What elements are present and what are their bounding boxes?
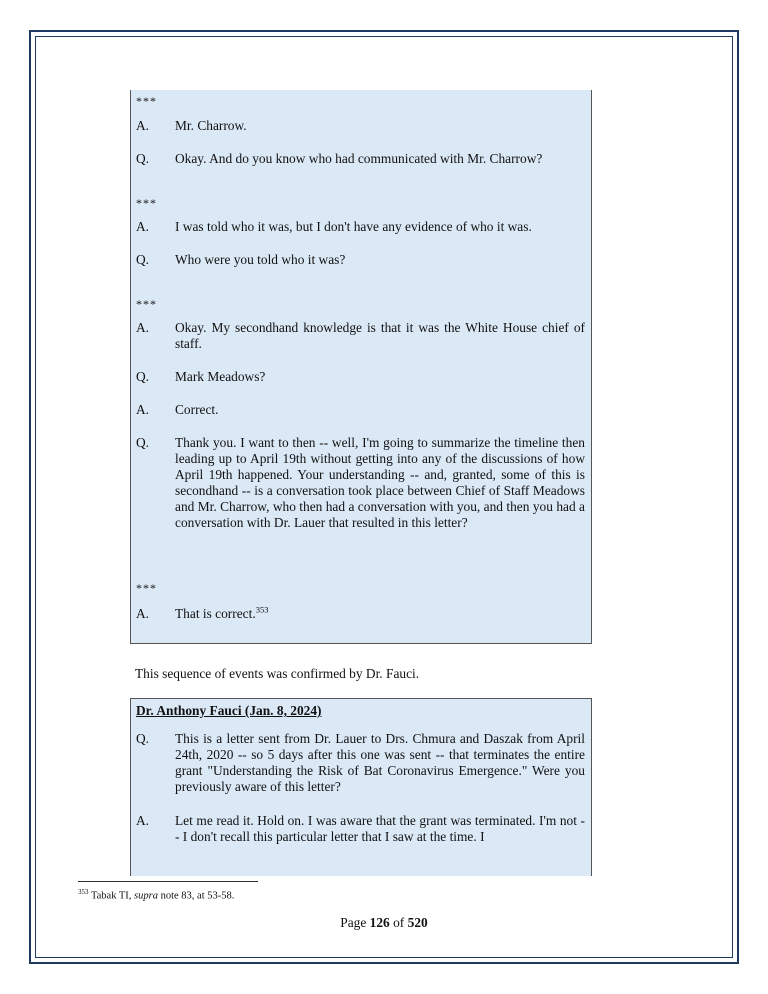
separator: *** — [136, 94, 157, 108]
qa-text: Okay. My secondhand knowledge is that it was the White House chief of staff. — [175, 320, 585, 351]
qa-label: Q. — [136, 435, 150, 450]
page-current: 126 — [369, 915, 390, 930]
qa-label: Q. — [136, 369, 150, 384]
footnote — [78, 888, 234, 902]
footnote-number: 353 — [78, 888, 89, 896]
qa-text: Let me read it. Hold on. I was aware that the grant was terminated. I'm not -- I don't recall this particular letter that I saw at the time. I — [175, 813, 585, 844]
footnote-ref[interactable]: 353 — [255, 604, 269, 615]
qa-label: A. — [136, 219, 150, 234]
qa-label: A. — [136, 606, 150, 621]
page-of: of — [393, 915, 405, 930]
page-word: Page — [340, 915, 367, 930]
separator: *** — [136, 581, 157, 595]
footnote-text-italic: supra — [134, 890, 158, 902]
qa-label: A. — [136, 813, 150, 828]
footnote-rule — [78, 881, 258, 882]
qa-text: Who were you told who it was? — [175, 252, 346, 267]
qa-text — [175, 606, 585, 622]
page-number — [0, 915, 768, 931]
page-total: 520 — [407, 915, 428, 930]
transcript-box-1 — [130, 90, 592, 644]
footnote-text-post: note 83, at 53-58. — [157, 890, 235, 902]
separator: *** — [136, 196, 157, 210]
body-paragraph: This sequence of events was confirmed by Dr. Fauci. — [135, 666, 420, 681]
qa-text: Mark Meadows? — [175, 369, 266, 384]
transcript-box-2 — [130, 698, 592, 876]
qa-label: A. — [136, 320, 150, 335]
separator: *** — [136, 297, 157, 311]
qa-label: Q. — [136, 252, 150, 267]
answer-text: That is correct. — [175, 606, 256, 621]
qa-text: Correct. — [175, 402, 219, 417]
qa-label: Q. — [136, 731, 150, 746]
qa-label: A. — [136, 118, 150, 133]
qa-text: Thank you. I want to then -- well, I'm going to summarize the timeline then leading up to April 19th without getting into any of the discussions of how April 19th happened. Your understanding -- and, granted, some of this is secondhand -- is a conversation took place between Chief of Staff Meadows and Mr. Charrow, who then had a conversation with you, and then you had a conversation with Dr. Lauer that resulted in this letter? — [175, 435, 585, 530]
qa-text: This is a letter sent from Dr. Lauer to Drs. Chmura and Daszak from April 24th, 2020 -- so 5 days after this one was sent -- that terminates the entire grant "Understanding the Risk of Bat Coronavirus Emergence." Were you previously aware of this letter? — [175, 731, 585, 794]
qa-text: Mr. Charrow. — [175, 118, 247, 133]
qa-text: I was told who it was, but I don't have any evidence of who it was. — [175, 219, 532, 234]
qa-label: A. — [136, 402, 150, 417]
qa-text: Okay. And do you know who had communicated with Mr. Charrow? — [175, 151, 543, 166]
witness-header: Dr. Anthony Fauci (Jan. 8, 2024) — [136, 703, 322, 718]
footnote-text-pre: Tabak TI, — [90, 890, 135, 902]
qa-label: Q. — [136, 151, 150, 166]
